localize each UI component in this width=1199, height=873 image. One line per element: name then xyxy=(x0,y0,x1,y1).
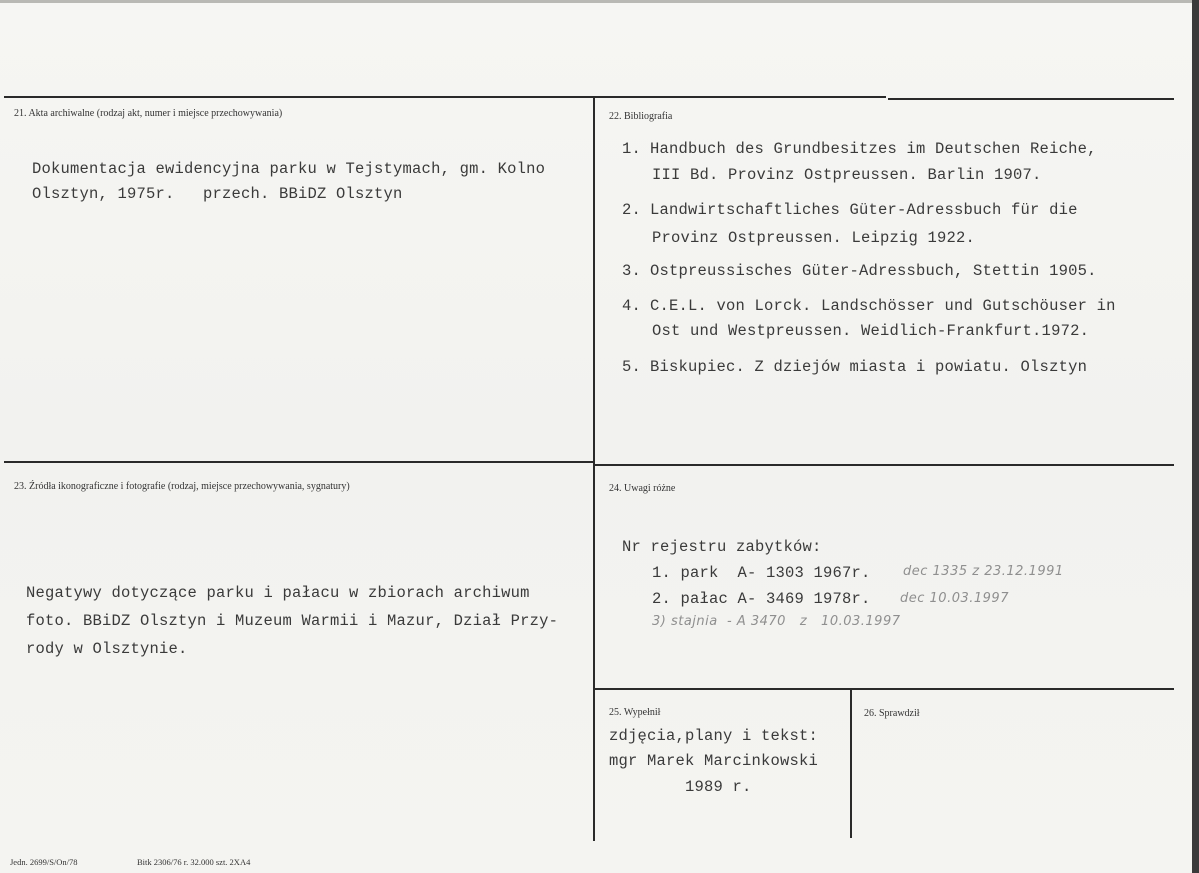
register-heading: Nr rejestru zabytków: xyxy=(622,538,822,556)
bibliography-item-text: Landwirtschaftliches Güter-Adressbuch für die xyxy=(650,201,1078,219)
bibliography-item-number: 5. xyxy=(622,358,642,376)
card-right-edge xyxy=(1192,0,1199,873)
signature-divider xyxy=(850,688,852,838)
bibliography-item-number: 3. xyxy=(622,262,642,280)
bibliography-item-number: 1. xyxy=(622,140,642,158)
bibliography-item-number: 2. xyxy=(622,201,642,219)
signature-rule xyxy=(594,688,1174,690)
section-21-line-1: Dokumentacja ewidencyjna parku w Tejstymach, gm. Kolno xyxy=(32,160,546,178)
bibliography-item-4-cont: Ost und Westpreussen. Weidlich-Frankfurt.1972. xyxy=(652,322,1090,340)
section-23-line-2: foto. BBiDZ Olsztyn i Muzeum Warmii i Mazur, Dział Przy- xyxy=(26,612,559,630)
top-rule-right xyxy=(888,98,1174,100)
register-item-1: 1. park A- 1303 1967r. xyxy=(652,564,871,582)
section-22-label: 22. Bibliografia xyxy=(609,111,673,122)
bibliography-item-2-cont: Provinz Ostpreussen. Leipzig 1922. xyxy=(652,229,976,247)
register-item-2-handwritten: dec 10.03.1997 xyxy=(900,591,1009,606)
card-top-edge xyxy=(0,0,1199,3)
section-23-line-1: Negatywy dotyczące parku i pałacu w zbiorach archiwum xyxy=(26,584,530,602)
section-21-line-2: Olsztyn, 1975r. przech. BBiDZ Olsztyn xyxy=(32,185,403,203)
register-item-3-handwritten: 3) stajnia - A 3470 z 10.03.1997 xyxy=(652,614,901,629)
section-25-label: 25. Wypełnił xyxy=(609,707,661,718)
bibliography-item-text: Handbuch des Grundbesitzes im Deutschen Reiche, xyxy=(650,140,1097,158)
section-23-line-3: rody w Olsztynie. xyxy=(26,640,188,658)
filled-by-line-1: zdjęcia,plany i tekst: xyxy=(609,727,819,745)
section-23-label: 23. Źródła ikonograficzne i fotografie (rodzaj, miejsce przechowywania, sygnatury) xyxy=(14,481,350,492)
register-item-2: 2. pałac A- 3469 1978r. xyxy=(652,590,871,608)
bibliography-item-2 xyxy=(622,201,1078,219)
footer-right: Bitk 2306/76 r. 32.000 szt. 2XA4 xyxy=(137,857,251,867)
section-26-label: 26. Sprawdził xyxy=(864,708,920,719)
mid-rule-left xyxy=(4,461,594,463)
section-21-label: 21. Akta archiwalne (rodzaj akt, numer i miejsce przechowywania) xyxy=(14,108,283,119)
register-item-1-handwritten: dec 1335 z 23.12.1991 xyxy=(903,564,1064,579)
filled-by-line-3: 1989 r. xyxy=(685,778,752,796)
top-rule xyxy=(4,96,886,98)
bibliography-item-text: C.E.L. von Lorck. Landschösser und Gutschöuser in xyxy=(650,297,1116,315)
section-24-label: 24. Uwagi różne xyxy=(609,483,676,494)
bibliography-item-1-cont: III Bd. Provinz Ostpreussen. Barlin 1907. xyxy=(652,166,1042,184)
bibliography-item-number: 4. xyxy=(622,297,642,315)
center-divider xyxy=(593,96,595,841)
footer-left: Jedn. 2699/S/On/78 xyxy=(10,857,78,867)
bibliography-item-text: Biskupiec. Z dziejów miasta i powiatu. Olsztyn xyxy=(650,358,1088,376)
bibliography-item-3 xyxy=(622,262,1097,280)
bibliography-item-1 xyxy=(622,140,1097,158)
filled-by-line-2: mgr Marek Marcinkowski xyxy=(609,752,819,770)
bibliography-item-5 xyxy=(622,358,1087,376)
bibliography-item-text: Ostpreussisches Güter-Adressbuch, Stettin 1905. xyxy=(650,262,1097,280)
bibliography-item-4 xyxy=(622,297,1116,315)
mid-rule-right xyxy=(594,464,1174,466)
